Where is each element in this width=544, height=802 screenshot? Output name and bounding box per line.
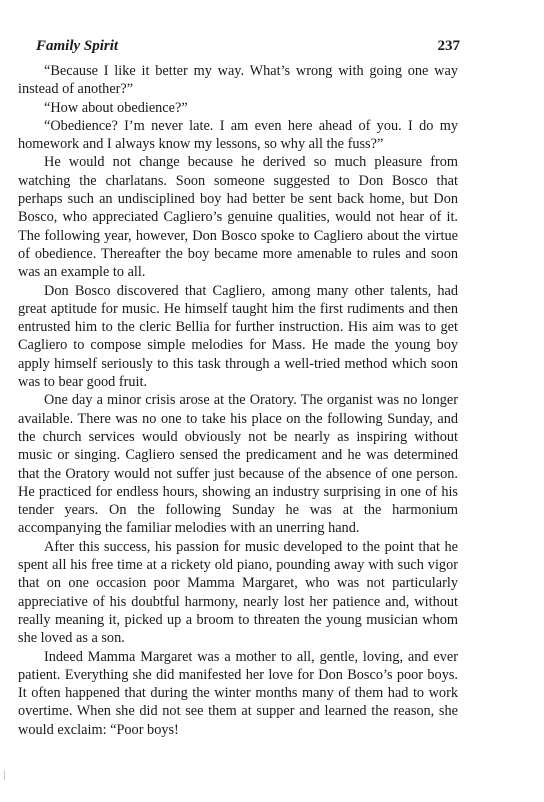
paragraph: “How about obedience?”: [44, 99, 188, 116]
paragraph: After this success, his passion for music developed to the point that he spent all his free time at a rickety old piano, pounding away with such vigor that on one occasion poor Mamma Margaret, who was not particularly appreciative of his doubtful harmony, nearly lost her patience and, without really meaning it, picked up a broom to threaten the young musician whom she loved as a son.: [18, 538, 458, 647]
body-text: [18, 62, 458, 739]
running-title: Family Spirit: [36, 38, 119, 54]
paragraph: “Because I like it better my way. What’s wrong with going one way instead of another?”: [18, 63, 458, 98]
paragraph: One day a minor crisis arose at the Oratory. The organist was no longer available. There was no one to take his place on the following Sunday, and the church services would obviously not be nearly as inspiring without music or singing. Cagliero sensed the predicament and he was determined that the Oratory would not suffer just because of the absence of one person. He practiced for endless hours, showing an industry surprising in one of his tender years. On the following Sunday he was at the harmonium accompanying the familiar melodies with an unerring hand.: [18, 392, 458, 537]
page-number: 237: [437, 38, 460, 54]
paragraph: “Obedience? I’m never late. I am even here ahead of you. I do my homework and I always know my lessons, so why all the fuss?”: [18, 117, 458, 153]
paragraph: He would not change because he derived so much pleasure from watching the charlatans. Soon someone suggested to Don Bosco that perhaps such an undisciplined boy had better be sent back home, but Don Bosco, who appreciated Cagliero’s genuine qualities, would not hear of it. The following year, however, Don Bosco spoke to Cagliero about the virtue of obedience. Thereafter the boy became more amenable to rules and soon was an example to all.: [18, 154, 458, 281]
paragraph: Don Bosco discovered that Cagliero, among many other talents, had great aptitude for music. He himself taught him the first rudiments and then entrusted him to the cleric Bellia for further instruction. His aim was to get Cagliero to compose simple melodies for Mass. He made the young boy apply himself seriously to this task through a well-tried method which soon was to bear good fruit.: [18, 282, 458, 391]
scan-edge-mark: [4, 770, 5, 780]
paragraph: Indeed Mamma Margaret was a mother to all, gentle, loving, and ever patient. Everything she did manifested her love for Don Bosco’s poor boys. It often happened that during the winter months many of them had to work overtime. When she did not see them at supper and learned the reason, she would exclaim: “Poor boys!: [18, 648, 458, 738]
page-header: [36, 38, 460, 58]
